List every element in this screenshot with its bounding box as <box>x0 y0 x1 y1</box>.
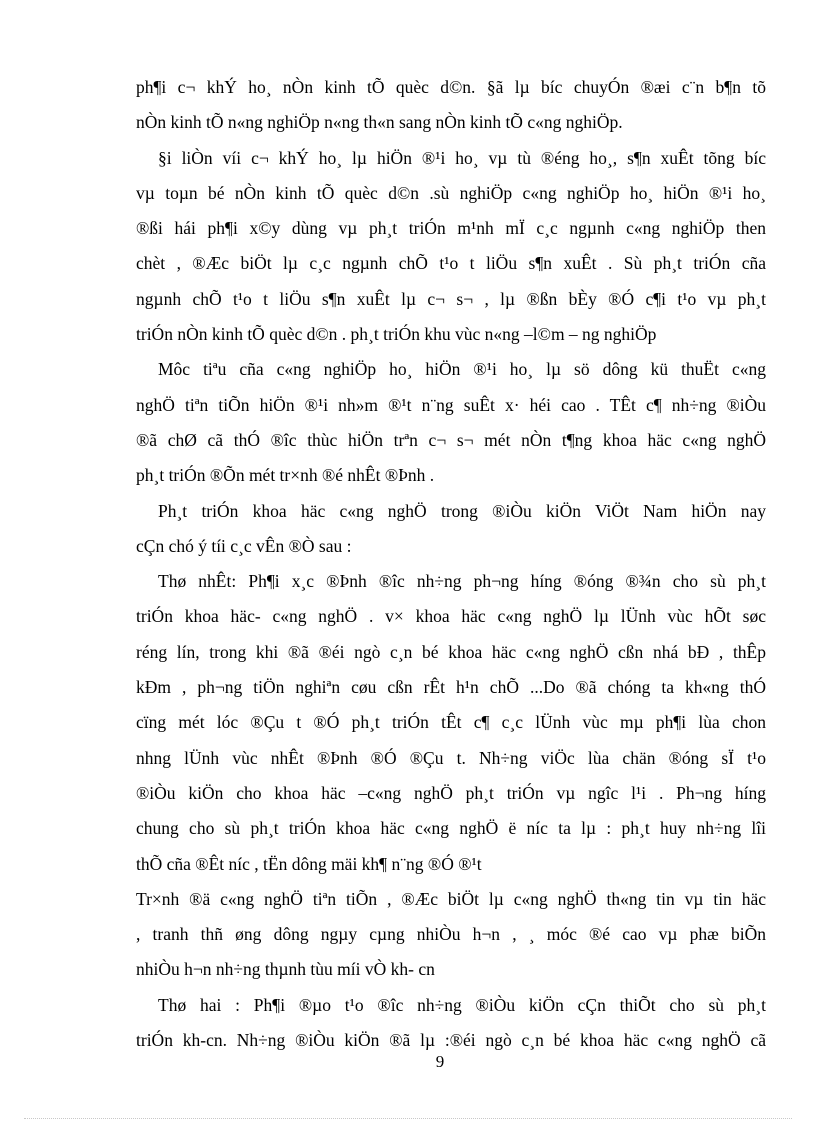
text-line: Thø nhÊt: Ph¶i x¸c ®Þnh ®îc nh÷ng ph¬ng híng ®óng ®¾n cho sù ph¸t <box>158 571 766 592</box>
text-line: Tr×nh ®ä c«ng nghÖ tiªn tiÕn , ®Æc biÖt lµ c«ng nghÖ th«ng tin vµ tin häc <box>136 888 766 909</box>
text-line: vµ toµn bé nÒn kinh tÕ quèc d©n .sù nghiÖp c«ng nghiÖp ho¸ hiÖn ®¹i ho¸ <box>136 182 766 203</box>
text-line: cïng mét lóc ®Çu t ®Ó ph¸t triÓn tÊt c¶ c¸c lÜnh vùc mµ ph¶i lùa chon <box>136 712 766 733</box>
text-line: triÓn nÒn kinh tÕ quèc d©n . ph¸t triÓn khu vùc n«ng –l©m – ng nghiÖp <box>136 324 657 345</box>
text-line: Thø hai : Ph¶i ®µo t¹o ®îc nh÷ng ®iÒu kiÖn cÇn thiÕt cho sù ph¸t <box>158 994 766 1015</box>
body-text <box>136 70 766 1058</box>
text-line: ®ã chØ cã thÓ ®îc thùc hiÖn trªn c¬ s¬ mét nÒn t¶ng khoa häc c«ng nghÖ <box>136 429 766 450</box>
text-line: ngµnh chÕ t¹o t liÖu s¶n xuÊt lµ c¬ s¬ , lµ ®ßn bÈy ®Ó c¶i t¹o vµ ph¸t <box>136 288 766 309</box>
text-line: nhng lÜnh vùc nhÊt ®Þnh ®Ó ®Çu t. Nh÷ng viÖc lùa chän ®óng sÏ t¹o <box>136 747 766 768</box>
page-bottom-divider <box>24 1118 792 1119</box>
text-line: §i liÒn víi c¬ khÝ ho¸ lµ hiÖn ®¹i ho¸ vµ tù ®éng ho¸, s¶n xuÊt tõng bíc <box>158 147 766 168</box>
text-line: nÒn kinh tÕ n«ng nghiÖp n«ng th«n sang nÒn kinh tÕ c«ng nghiÖp. <box>136 112 623 133</box>
text-line: chèt , ®Æc biÖt lµ c¸c ngµnh chÕ t¹o t liÖu s¶n xuÊt . Sù ph¸t triÓn cña <box>136 253 766 274</box>
page-number: 9 <box>435 1052 445 1071</box>
text-line: triÓn kh-cn. Nh÷ng ®iÒu kiÖn ®ã lµ :®éi ngò c¸n bé khoa häc c«ng nghÖ cã <box>136 1030 766 1051</box>
text-line: nhiÒu h¬n nh÷ng thµnh tùu míi vÒ kh- cn <box>136 959 435 980</box>
text-line: ®iÒu kiÖn cho khoa häc –c«ng nghÖ ph¸t triÓn vµ ngîc l¹i . Ph¬ng híng <box>136 782 766 803</box>
text-line: cÇn chó ý tíi c¸c vÊn ®Ò sau : <box>136 535 352 556</box>
text-line: Môc tiªu cña c«ng nghiÖp ho¸ hiÖn ®¹i ho¸ lµ sö dông kü thuËt c«ng <box>158 359 766 380</box>
text-line: kÐm , ph¬ng tiÖn nghiªn cøu cßn rÊt h¹n chÕ ...Do ®ã chóng ta kh«ng thÓ <box>136 677 766 698</box>
text-line: Ph¸t triÓn khoa häc c«ng nghÖ trong ®iÒu kiÖn ViÖt Nam hiÖn nay <box>158 500 766 521</box>
text-line: triÓn khoa häc- c«ng nghÖ . v× khoa häc c«ng nghÖ lµ lÜnh vùc hÕt søc <box>136 606 766 627</box>
text-line: chung cho sù ph¸t triÓn khoa häc c«ng nghÖ ë níc ta lµ : ph¸t huy nh÷ng lîi <box>136 818 766 839</box>
text-line: réng lín, trong khi ®ã ®éi ngò c¸n bé khoa häc c«ng nghÖ cßn nhá bÐ , thÊp <box>136 641 766 662</box>
text-line: nghÖ tiªn tiÕn hiÖn ®¹i nh»m ®¹t n¨ng suÊt x· héi cao . TÊt c¶ nh÷ng ®iÒu <box>136 394 766 415</box>
text-line: ®ßi hái ph¶i x©y dùng vµ ph¸t triÓn m¹nh mÏ c¸c ngµnh c«ng nghiÖp then <box>136 218 766 239</box>
text-line: ph¶i c¬ khÝ ho¸ nÒn kinh tÕ quèc d©n. §ã lµ bíc chuyÓn ®æi c¨n b¶n tõ <box>136 77 766 97</box>
text-line: , tranh thñ øng dông ngµy cµng nhiÒu h¬n , ¸ móc ®é cao vµ phæ biÕn <box>136 924 766 945</box>
text-line: ph¸t triÓn ®Õn mét tr×nh ®é nhÊt ®Þnh . <box>136 465 435 486</box>
text-line: thÕ cña ®Êt níc , tËn dông mäi kh¶ n¨ng ®Ó ®¹t <box>136 853 482 874</box>
